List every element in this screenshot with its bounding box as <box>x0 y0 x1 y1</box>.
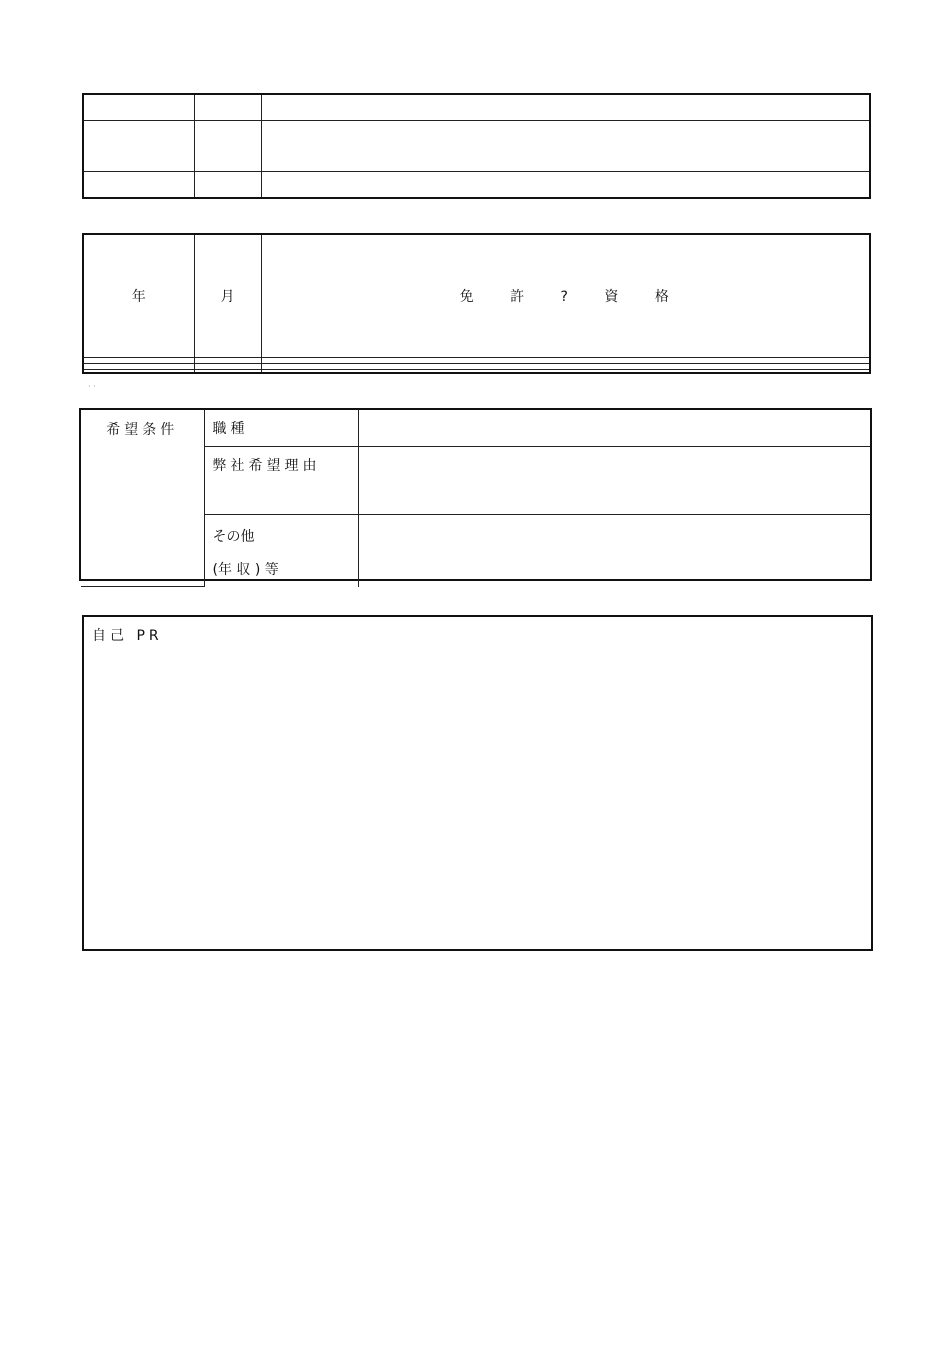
table-row <box>81 410 870 446</box>
job-type-field[interactable] <box>358 410 870 446</box>
other-field[interactable] <box>358 514 870 587</box>
conditions-table <box>79 408 872 581</box>
self-pr-box[interactable] <box>82 615 873 951</box>
conditions-label: 希望条件 <box>81 410 204 587</box>
history-year-cell[interactable] <box>84 121 194 172</box>
header-month: 月 <box>194 235 261 357</box>
reason-field[interactable] <box>358 446 870 514</box>
job-type-label: 職種 <box>204 410 358 446</box>
reason-label: 弊社希望理由 <box>204 446 358 514</box>
header-year: 年 <box>84 235 194 357</box>
history-year-cell[interactable] <box>84 95 194 121</box>
history-month-cell[interactable] <box>194 95 261 121</box>
license-year-cell[interactable] <box>84 369 194 372</box>
license-header-row <box>84 235 869 357</box>
license-content-cell[interactable] <box>261 369 869 372</box>
other-label: その他 <box>212 528 255 545</box>
table-row <box>84 172 869 198</box>
license-month-cell[interactable] <box>194 369 261 372</box>
history-month-cell[interactable] <box>194 121 261 172</box>
history-year-cell[interactable] <box>84 172 194 198</box>
faint-mark: · · <box>88 382 96 391</box>
other-sub-label: (年 収 ) 等 <box>212 561 279 578</box>
history-content-cell[interactable] <box>261 172 869 198</box>
history-month-cell[interactable] <box>194 172 261 198</box>
table-row <box>84 121 869 172</box>
header-license: 免 許 ? 資 格 <box>261 235 869 357</box>
self-pr-field[interactable] <box>92 651 863 941</box>
history-table <box>82 93 871 199</box>
self-pr-label: 自己 PR <box>92 628 163 644</box>
other-label-cell <box>204 514 358 587</box>
table-row <box>84 369 869 372</box>
license-table <box>82 233 871 374</box>
table-row <box>84 95 869 121</box>
history-content-cell[interactable] <box>261 95 869 121</box>
history-content-cell[interactable] <box>261 121 869 172</box>
